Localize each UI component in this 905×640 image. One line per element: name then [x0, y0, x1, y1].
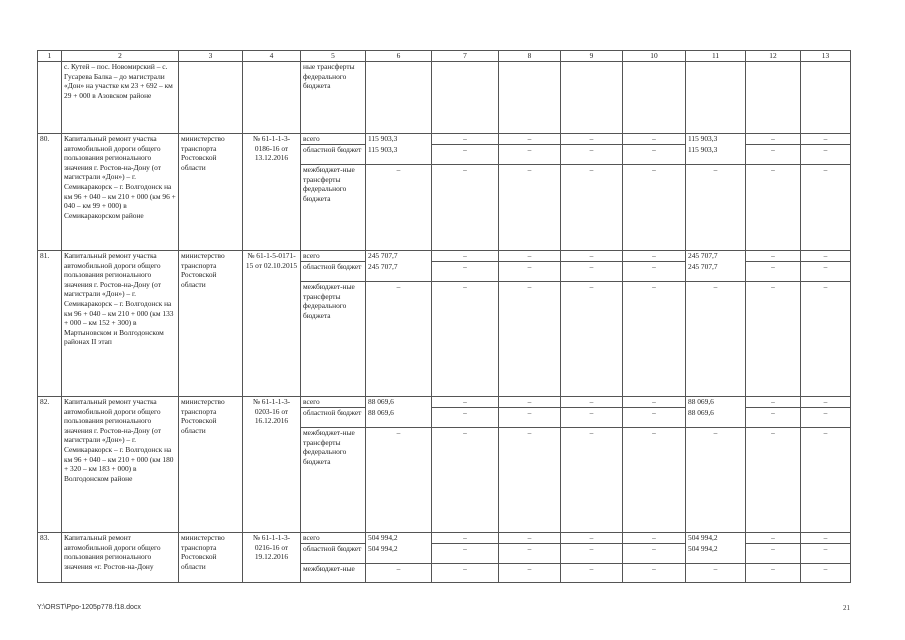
doc-number: № 61-1-5-0171-15 от 02.10.2015 [243, 251, 301, 397]
organization: министерство транспорта Ростовской области [179, 134, 243, 251]
col-header: 11 [686, 51, 746, 62]
col-header: 4 [243, 51, 301, 62]
funding-regional: областной бюджет [301, 262, 366, 282]
value-col6: 504 994,2 [366, 533, 432, 544]
funding-federal: межбюджет-ные [301, 564, 366, 583]
table-row [38, 62, 851, 134]
object-name: Капитальный ремонт участка автомобильной дороги общего пользования регионального значения г. Ростов-на-Дону (от магистрали «Дон») – г. Семикаракорск – г. Волгодонск на км 96 + 040 – км 210 + 000 (км 133 + 000 – км 152 + 300) в Мартыновском и Волгодонском районах II этап [62, 251, 179, 397]
value-col11: 504 994,2 [686, 533, 746, 544]
funding-regional: областной бюджет [301, 544, 366, 564]
doc-number: № 61-1-1-3-0216-16 от 19.12.2016 [243, 533, 301, 583]
page-number: 21 [843, 604, 850, 612]
value-col6: 245 707,7 [366, 251, 432, 262]
funding-federal: межбюджет-ные трансферты федерального бюджета [301, 165, 366, 251]
funding-source: ные трансферты федерального бюджета [301, 62, 366, 134]
object-name: Капитальный ремонт автомобильной дороги общего пользования регионального значения «г. Ростов-на-Дону [62, 533, 179, 583]
object-name: Капитальный ремонт участка автомобильной дороги общего пользования регионального значения г. Ростов-на-Дону (от магистрали «Дон») – г. Семикаракорск – г. Волгодонск на км 96 + 040 – км 210 + 000 (км 96 + 040 – км 99 + 000) в Семикаракорском районе [62, 134, 179, 251]
col-header: 5 [301, 51, 366, 62]
row-number: 81. [38, 251, 62, 397]
value-col6: 88 069,6 [366, 397, 432, 408]
col-header: 13 [801, 51, 851, 62]
organization: министерство транспорта Ростовской области [179, 533, 243, 583]
object-name: с. Кутей – пос. Новомирский – с. Гусарева Балка – до магистрали «Дон» на участке км 23 + 692 – км 29 + 000 в Азовском районе [62, 62, 179, 134]
header-row [38, 51, 851, 62]
table-row: 83. Капитальный ремонт автомобильной дороги общего пользования регионального значения «г. Ростов-на-Дону министерство транспорта Ростовской области № 61-1-1-3-0216-16 от 19.12.2016 всего 504 994,2 – – – – 504 994,2 – – [38, 533, 851, 544]
file-path: Y:\ORST\Ppo-1205p778.f18.docx [37, 604, 141, 611]
organization: министерство транспорта Ростовской области [179, 251, 243, 397]
doc-number: № 61-1-1-3-0186-16 от 13.12.2016 [243, 134, 301, 251]
funding-total: всего [301, 251, 366, 262]
col-header: 7 [432, 51, 499, 62]
value-col11: 245 707,7 [686, 251, 746, 262]
funding-total: всего [301, 533, 366, 544]
funding-federal: межбюджет-ные трансферты федерального бюджета [301, 428, 366, 533]
table-row: 82. Капитальный ремонт участка автомобильной дороги общего пользования регионального значения г. Ростов-на-Дону (от магистрали «Дон») – г. Семикаракорск – г. Волгодонск на км 96 + 040 – км 210 + 000 (км 180 + 320 – км 183 + 000) в Волгодонском районе министерство транспорта Ростовской области № 61-1-1-3-0203-16 от 16.12.2016 всего 88 069,6 – – – – 88 069,6 – – [38, 397, 851, 408]
col-header: 1 [38, 51, 62, 62]
col-header: 2 [62, 51, 179, 62]
table-row: 80. Капитальный ремонт участка автомобильной дороги общего пользования регионального значения г. Ростов-на-Дону (от магистрали «Дон») – г. Семикаракорск – г. Волгодонск на км 96 + 040 – км 210 + 000 (км 96 + 040 – км 99 + 000) в Семикаракорском районе министерство транспорта Ростовской области № 61-1-1-3-0186-16 от 13.12.2016 всего 115 903,3 – – – – 115 903,3 – – [38, 134, 851, 145]
funding-regional: областной бюджет [301, 145, 366, 165]
value-col6: 115 903,3 [366, 134, 432, 145]
funding-total: всего [301, 397, 366, 408]
budget-table: 1 2 3 4 5 6 7 8 9 10 11 12 13 с. Кутей – пос. Новомирский – с. Гусарева Балка – до магистрали «Дон» на участке км 23 + 692 – км 29 + 000 в Азовском районе ные трансферты федерального бюджета 80. Капитальный ремонт участка автомобильной дороги общего пользования регионального значения г. Ростов-на-Дону (от магистрали «Дон») – г. Семикаракорск – г. Волгодонск на км 96 + 040 – км 210 + 000 (км 96 + 040 – км 99 + 000) в Семикаракорском районе министерство транспорта Ростовской области № 61-1-1-3-0186-16 от 13.12.2016 всего 115 903,3 – – – – 115 903,3 – – областной бюджет 115 903,3 – – – – 115 903,3 – – межбюджет-ные трансферты федерального бюджета – – – – – – – – 81. Капитальный ремонт участка автомобильной дороги общего пользования регионального значения г. Ростов-на-Дону (от магистрали «Дон») – г. Семикаракорск – г. Волгодонск на км 96 + 040 – км 210 + 000 (км 133 + 000 – км 152 + 300) в Мартыновском и Волгодонском районах II этап министерство транспорта Ростовской области № 61-1-5-0171-15 от 02.10.2015 всего 245 707,7 – – – – 245 707,7 – – областной бюджет 245 707,7 – – – – 245 707,7 – – межбюджет-ные трансферты федерального бюджета – – – – – – – – 82. Капитальный ремонт участка автомобильной дороги общего пользования регионального значения г. Ростов-на-Дону (от магистрали «Дон») – г. Семикаракорск – г. Волгодонск на км 96 + 040 – км 210 + 000 (км 180 + 320 – км 183 + 000) в Волгодонском районе министерство транспорта Ростовской области № 61-1-1-3-0203-16 от 16.12.2016 всего 88 069,6 – – – – 88 069,6 – – областной бюджет 88 069,6 – – – – 88 069,6 – – межбюджет-ные трансферты федерального бюджета – – – – – – – – 83. Капитальный ремонт автомобильной дороги общего пользования регионального значения «г. Ростов-на-Дону министерство транспорта Ростовской области № 61-1-1-3-0216-16 от 19.12.2016 всего 504 994,2 – – – – 504 994,2 – – областной бюджет 504 994,2 – – – – 504 994,2 – – межбюджет-ные – – – – – – – – [37, 50, 851, 583]
value-col11: 115 903,3 [686, 134, 746, 145]
col-header: 12 [746, 51, 801, 62]
funding-federal: межбюджет-ные трансферты федерального бюджета [301, 282, 366, 397]
row-number: 82. [38, 397, 62, 533]
row-number: 83. [38, 533, 62, 583]
col-header: 10 [623, 51, 686, 62]
col-header: 6 [366, 51, 432, 62]
col-header: 9 [561, 51, 623, 62]
table-row: 81. Капитальный ремонт участка автомобильной дороги общего пользования регионального значения г. Ростов-на-Дону (от магистрали «Дон») – г. Семикаракорск – г. Волгодонск на км 96 + 040 – км 210 + 000 (км 133 + 000 – км 152 + 300) в Мартыновском и Волгодонском районах II этап министерство транспорта Ростовской области № 61-1-5-0171-15 от 02.10.2015 всего 245 707,7 – – – – 245 707,7 – – [38, 251, 851, 262]
value-col11: 88 069,6 [686, 397, 746, 408]
row-number: 80. [38, 134, 62, 251]
organization: министерство транспорта Ростовской области [179, 397, 243, 533]
object-name: Капитальный ремонт участка автомобильной дороги общего пользования регионального значения г. Ростов-на-Дону (от магистрали «Дон») – г. Семикаракорск – г. Волгодонск на км 96 + 040 – км 210 + 000 (км 180 + 320 – км 183 + 000) в Волгодонском районе [62, 397, 179, 533]
doc-number: № 61-1-1-3-0203-16 от 16.12.2016 [243, 397, 301, 533]
funding-regional: областной бюджет [301, 408, 366, 428]
col-header: 3 [179, 51, 243, 62]
funding-total: всего [301, 134, 366, 145]
col-header: 8 [499, 51, 561, 62]
